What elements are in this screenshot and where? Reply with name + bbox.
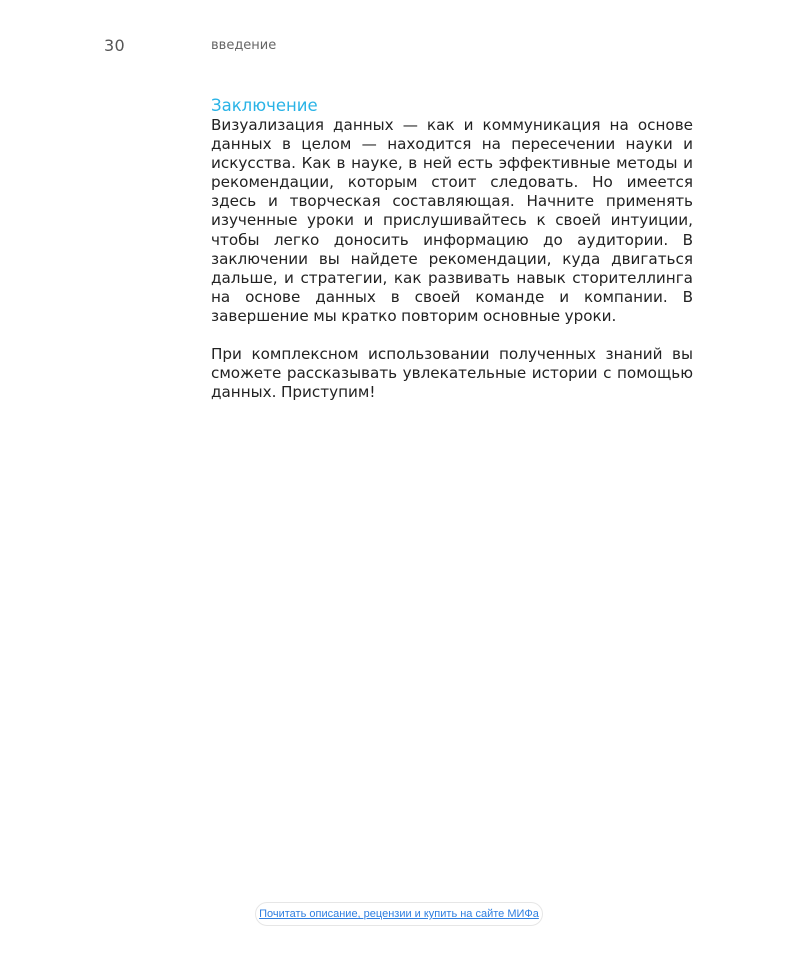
page-number: 30	[104, 36, 125, 55]
paragraph-1: Визуализация данных — как и коммуникация на основе данных в целом — находится на пересечении науки и искусства. Как в науке, в ней есть эффективные методы и рекомендации, которым стоит следовать. Но имеется здесь и творческая составляющая. Начните применять изученные уроки и прислушивайтесь к своей интуиции, чтобы легко доносить информацию до аудитории. В заключении вы найдете рекомендации, куда двигаться дальше, и стратегии, как развивать навык сторителлинга на основе данных в своей команде и компании. В завершение мы кратко повторим основные уроки.	[211, 116, 693, 325]
running-head: введение	[211, 38, 277, 53]
buy-book-link[interactable]: Почитать описание, рецензии и купить на сайте МИФа	[259, 908, 539, 920]
main-content	[211, 96, 693, 402]
paragraph-2: При комплексном использовании полученных знаний вы сможете рассказывать увлекательные истории с помощью данных. Приступим!	[211, 345, 693, 402]
footer-link-container	[255, 902, 543, 926]
section-heading: Заключение	[211, 96, 318, 115]
